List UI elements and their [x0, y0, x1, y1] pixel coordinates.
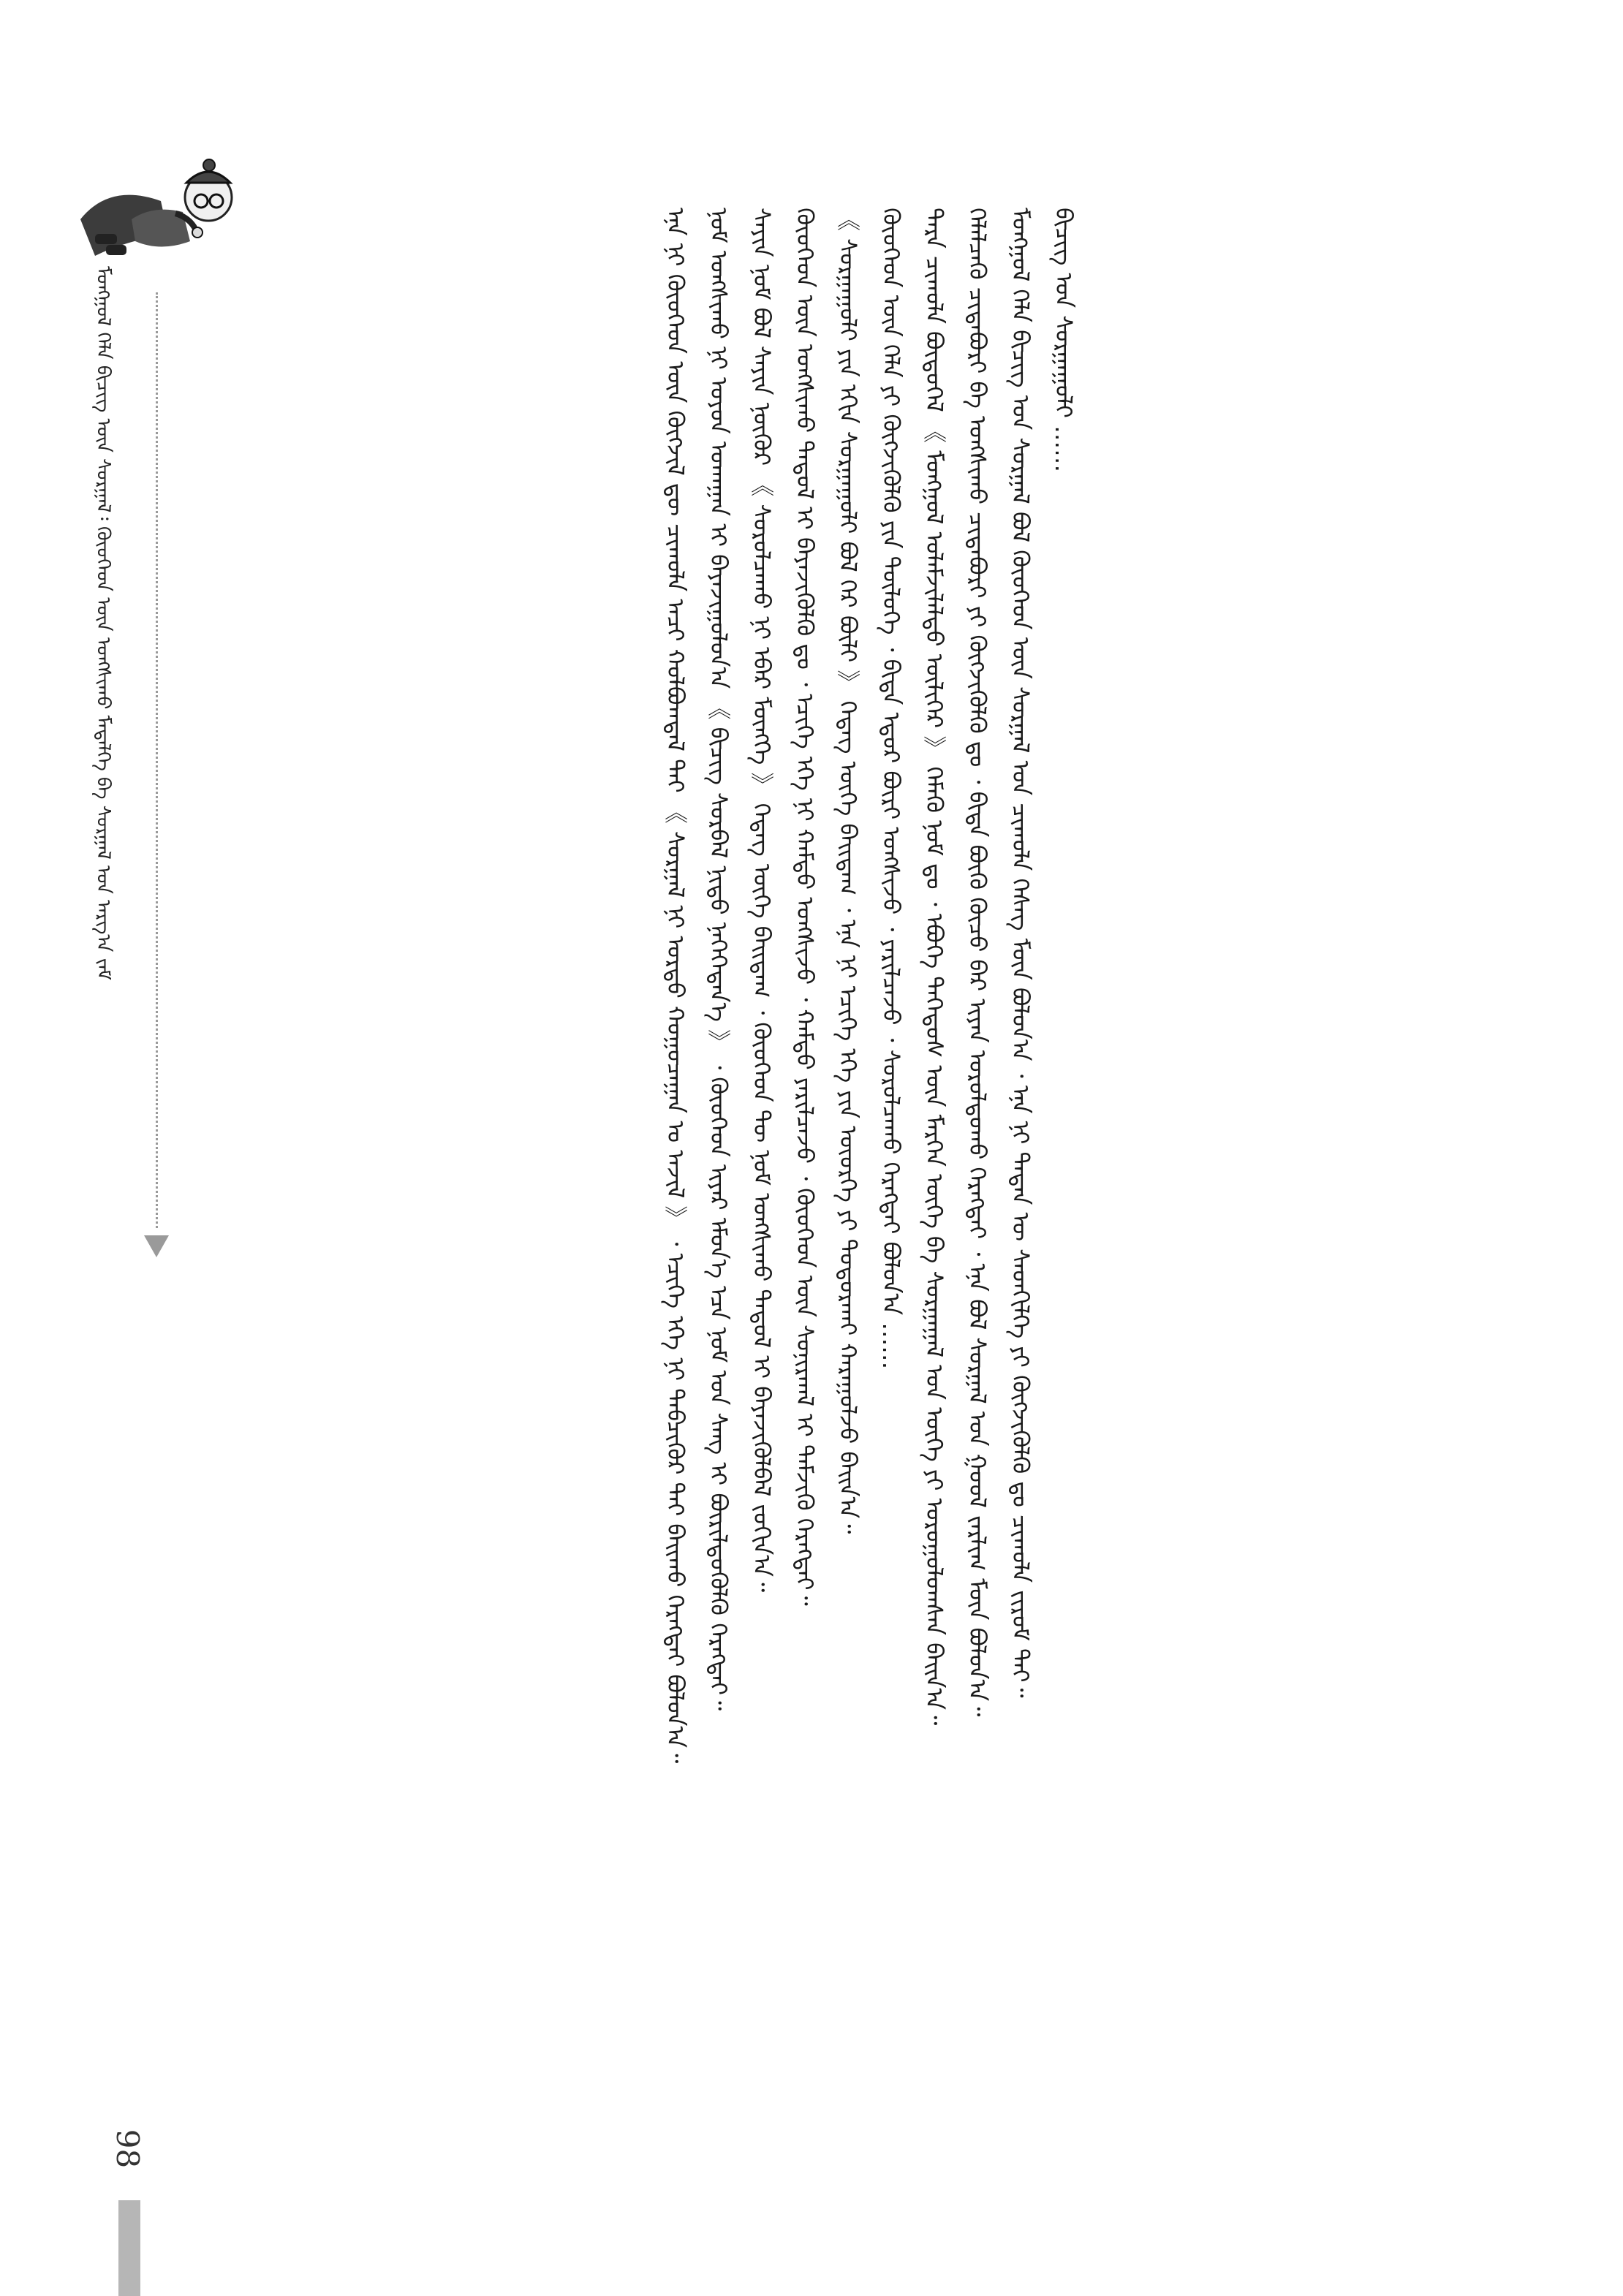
arrow-down-icon: [144, 1235, 169, 1257]
text-column: ᠬᠦᠦᠬᠡᠳ ᠦᠨ ᠬᠡᠯᠡ ᠶᠢ ᠬᠥᠭᠵᠢᠭᠦᠯᠬᠦ ᠶᠢᠨ ᠲᠥᠯᠦᠭᠡ ᠂ ᠪᠢᠳᠡ ᠡᠳᠦᠷ ᠪᠦᠷᠢ ᠣᠩᠰᠢᠵᠤ ᠂ ᠶᠠᠷᠢᠯᠴᠠᠵᠤ ᠂ ᠰᠤᠷᠤᠯᠴᠠᠬᠤ ᠬᠡᠷᠡᠭᠲᠡᠢ ᠪᠣᠯᠤᠨ᠎ᠠ ……: [877, 208, 905, 1370]
text-column: 《 ᠰᠤᠷᠭᠠᠭᠤᠯᠢ ᠶᠢᠨ ᠡᠬᠢᠨ ᠰᠤᠷᠭᠠᠭᠤᠯᠢ ᠪᠣᠯ ᠭᠡᠷ ᠪᠦᠯᠢ 》 ᠭᠡᠳᠡᠭ ᠦᠭᠡ ᠪᠠᠢᠳᠠᠭ ᠂ ᠡᠨᠡ ᠨᠢ ᠡᠴᠢᠭᠡ ᠡᠬᠡ ᠶᠢᠨ ᠦᠦᠷᠭᠡ ᠶᠢ ᠲᠣᠳᠣᠷᠬᠠᠢ ᠬᠠᠷᠠᠭᠤᠯᠵᠤ ᠪᠠᠢᠨ᠎ᠠ᠃: [834, 208, 862, 1534]
text-column: ᠡᠨᠡ ᠨᠢ ᠬᠦᠦᠬᠡᠳ ᠦᠨ ᠬᠥᠭᠵᠢᠯ ᠳᠦ ᠴᠢᠬᠤᠯᠠ ᠠᠴᠢ ᠬᠣᠯᠪᠣᠭᠳᠠᠯ ᠲᠠᠢ 《 ᠰᠤᠷᠭᠠᠯ ᠨᠢ ᠤᠷᠲᠤ ᠬᠤᠭᠤᠴᠠᠭᠠᠨ ᠤ ᠠᠵᠢᠯ 》 ᠂ ᠡᠴᠢᠭᠡ ᠡᠬᠡ ᠨᠢ ᠲᠡᠪᠴᠢᠭᠦᠷ ᠲᠡᠢ ᠪᠠᠢᠬᠤ ᠬᠡᠷᠡᠭᠲᠡᠢ ᠪᠣᠯᠤᠨ᠎ᠠ᠃: [662, 208, 689, 1764]
text-column: ᠬᠦᠦᠬᠡᠳ ᠦᠨ ᠤᠩᠰᠢᠬᠤ ᠳᠠᠳᠤᠯ ᠢ ᠪᠡᠶᠡᠵᠢᠭᠦᠯᠬᠦ ᠳᠤ ᠂ ᠡᠴᠢᠭᠡ ᠡᠬᠡ ᠨᠢ ᠬᠠᠮᠲᠤ ᠤᠩᠰᠢᠵᠤ ᠂ ᠬᠠᠮᠲᠤ ᠶᠠᠷᠢᠯᠴᠠᠵᠤ ᠂ ᠬᠦᠦᠬᠡᠳ ᠦᠨ ᠰᠣᠨᠢᠷᠬᠠᠯ ᠢ ᠳᠡᠮᠵᠢᠬᠦ ᠬᠡᠷᠡᠭᠲᠡᠢ᠃: [791, 208, 819, 1606]
text-column: ᠪᠢᠴᠢᠭ᠌ ᠤᠨ ᠰᠤᠷᠭᠠᠭᠤᠯᠢ ……: [1050, 208, 1078, 473]
text-column: ᠨᠣᠮ ᠤᠩᠰᠢᠬᠤ ᠨᠢ ᠤᠶᠤᠨ ᠤᠬᠠᠭᠠᠨ ᠢ ᠪᠠᠶᠠᠵᠢᠭᠤᠯᠤᠨ᠎ᠠ 《 ᠪᠢᠴᠢᠭ᠌ ᠰᠤᠷᠪᠠᠯ ᠨᠢᠳᠦ ᠨᠡᠭᠡᠭᠡᠳᠡᠨ᠎ᠡ 》 ᠂ ᠬᠦᠦᠬᠡᠳ ᠢᠶᠡᠷ ᠡᠮᠦᠨ᠎ᠡ ᠡᠴᠡ ᠨᠣᠮ ᠤᠨ ᠰᠠᠩ ᠢ ᠪᠦᠷᠢᠯᠳᠦᠭᠦᠯᠬᠦ ᠬᠡᠷᠡᠭᠲᠡᠢ᠃: [705, 208, 733, 1711]
text-column: ᠲᠡᠷᠡ ᠴᠢᠬᠤᠯᠠ ᠪᠦᠲᠦᠭᠡᠯ 《 ᠮᠣᠩᠭᠣᠯ ᠤᠯᠠᠮᠵᠢᠯᠠᠯᠲᠤ ᠦᠯᠢᠭᠡᠷ 》 ᠬᠡᠮᠡᠬᠦ ᠨᠣᠮ ᠳᠤ ᠂ ᠡᠪᠦᠭᠡ ᠳᠡᠭᠡᠳᠦᠰ ᠦᠨ ᠮᠡᠷᠭᠡᠨ ᠦᠭᠡ ᠪᠠ ᠰᠤᠷᠭᠠᠭᠠᠯ ᠤᠨ ᠦᠭᠡ ᠶᠢ ᠣᠷᠣᠭᠤᠯᠤᠭᠰᠠᠨ ᠪᠠᠢᠨ᠎ᠠ᠃: [920, 208, 948, 1726]
dotted-guide-line: [156, 292, 158, 1228]
text-column: ᠬᠡᠯᠡᠯᠴᠡᠬᠦ ᠴᠢᠳᠠᠪᠤᠷᠢ ᠪᠠ ᠤᠩᠰᠢᠬᠤ ᠴᠢᠳᠠᠪᠤᠷᠢ ᠶᠢ ᠬᠥᠭᠵᠢᠭᠦᠯᠬᠦ ᠳᠤ ᠂ ᠪᠢᠳᠡ ᠪᠦᠬᠦ ᠬᠦᠴᠦ ᠪᠡᠷ ᠢᠶᠡᠨ ᠣᠷᠣᠯᠳᠣᠬᠤ ᠬᠡᠷᠡᠭᠲᠡᠢ ᠂ ᠡᠨᠡ ᠪᠣᠯ ᠰᠤᠷᠭᠠᠯ ᠤᠨ ᠭᠣᠣᠯ ᠵᠠᠷᠯᠢᠭ ᠮᠥᠨ ᠪᠣᠯᠤᠨ᠎ᠠ᠃: [964, 208, 991, 1717]
page-edge-tab: [118, 2200, 140, 2296]
page-number: 98: [110, 2129, 146, 2169]
text-column: ᠮᠣᠩᠭᠣᠯ ᠬᠡᠯᠡ ᠪᠢᠴᠢᠭ᠌ ᠤᠨ ᠰᠤᠷᠭᠠᠯ ᠪᠣᠯ ᠬᠦᠦᠬᠡᠳ ᠦᠨ ᠰᠤᠷᠭᠠᠯ ᠤᠨ ᠴᠢᠬᠤᠯᠠ ᠬᠡᠰᠡᠭ ᠮᠥᠨ ᠪᠣᠯᠤᠨ᠎ᠠ ᠂ ᠡᠨᠡ ᠨᠢ ᠲᠡᠳᠡᠨ ᠦ ᠰᠡᠳᠬᠢᠯᠭᠡ ᠶᠢ ᠬᠥᠭᠵᠢᠭᠦᠯᠬᠦ ᠳᠤ ᠴᠢᠬᠤᠯᠠ ᠵᠢᠷᠤᠮ ᠲᠠᠢ᠃: [1007, 208, 1034, 1698]
running-header: ᠮᠣᠩᠭᠣᠯ ᠬᠡᠯᠡ ᠪᠢᠴᠢᠭ᠌ ᠦᠨ ᠰᠤᠷᠭᠠᠯ᠄ ᠬᠦᠦᠬᠡᠳ ᠦᠨ ᠤᠩᠰᠢᠬᠤ ᠮᠡᠳᠡᠯᠭᠡ ᠪᠠ ᠰᠤᠷᠭᠠᠯ ᠤᠨ ᠠᠷᠭ᠎ᠠ ᠵᠠᠮ: [92, 266, 114, 980]
flying-mascot-icon: [66, 132, 234, 270]
text-column: ᠰᠠᠶᠢᠨ ᠨᠣᠮ ᠪᠣᠯ ᠰᠠᠶᠢᠨ ᠨᠥᠬᠦᠷ 《 ᠰᠤᠷᠤᠯᠴᠠᠬᠤ ᠨᠢ ᠡᠪᠡᠷ ᠮᠥᠩᠭᠡ 》 ᠭᠡᠳᠡᠭ ᠦᠭᠡ ᠪᠠᠢᠳᠠᠭ ᠂ ᠬᠦᠦᠬᠡᠳ ᠲᠦ ᠨᠣᠮ ᠤᠩᠰᠢᠬᠤ ᠳᠠᠳᠤᠯ ᠢ ᠪᠡᠶᠡᠵᠢᠭᠦᠯᠪᠡᠯ ᠵᠣᠬᠢᠨ᠎ᠠ᠃: [748, 208, 776, 1593]
